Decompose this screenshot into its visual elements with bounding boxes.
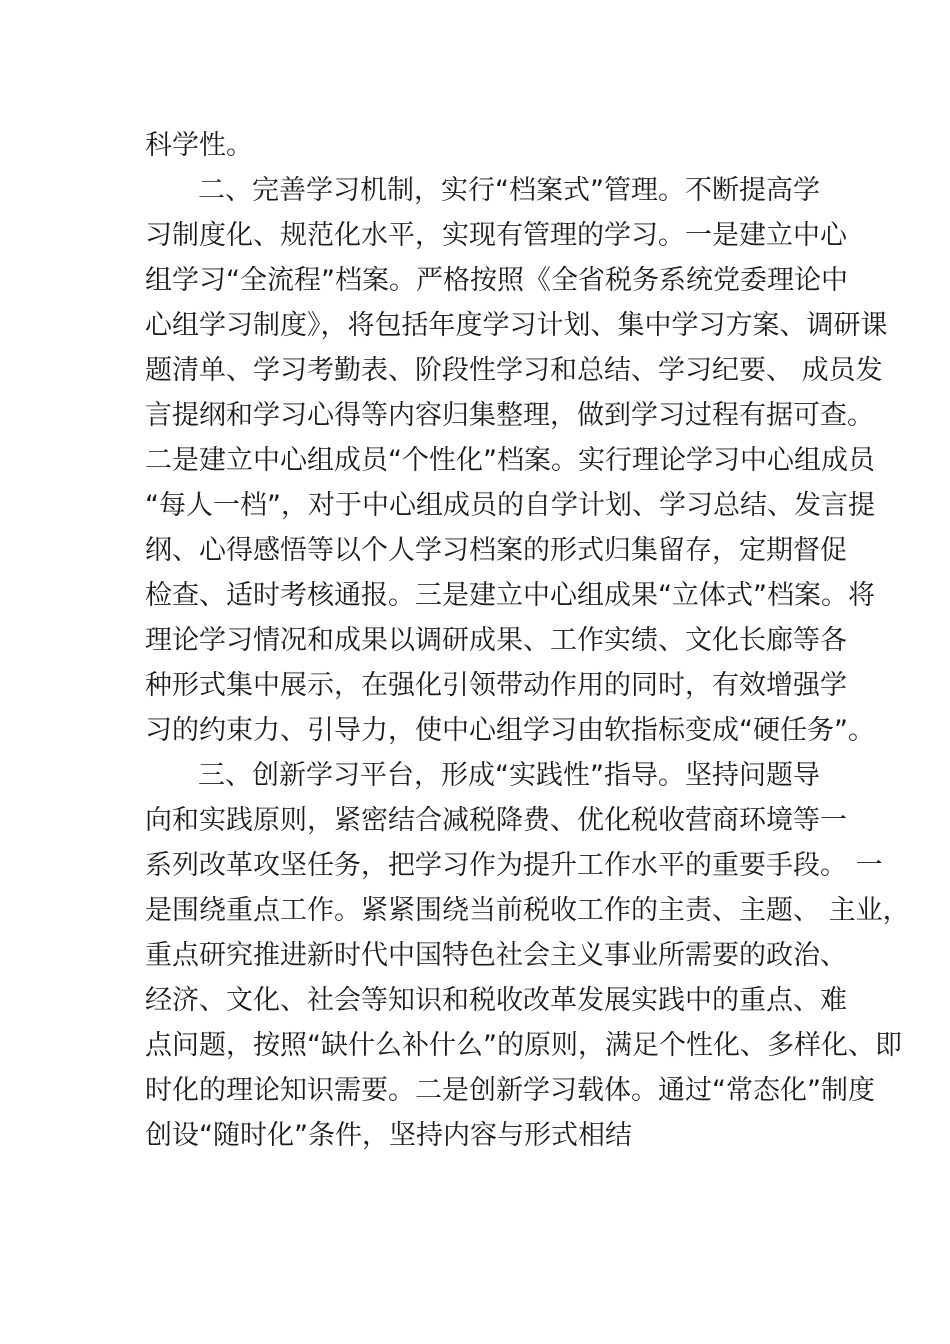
text-line: 检查、适时考核通报。三是建立中心组成果“立体式”档案。将 — [145, 580, 875, 611]
text-line: 二是建立中心组成员“个性化”档案。实行理论学习中心组成员 — [145, 445, 875, 476]
text-line: 时化的理论知识需要。二是创新学习载体。通过“常态化”制度 — [145, 1075, 875, 1106]
text-line: 系列改革攻坚任务，把学习作为提升工作水平的重要手段。 一 — [145, 850, 883, 881]
text-line: 向和实践原则，紧密结合减税降费、优化税收营商环境等一 — [145, 805, 847, 836]
text-line: 心组学习制度》，将包括年度学习计划、集中学习方案、调研课 — [145, 310, 888, 341]
text-line: 科学性。 — [145, 130, 253, 161]
text-line: 创设“随时化”条件，坚持内容与形式相结 — [145, 1120, 632, 1151]
text-line: 是围绕重点工作。紧紧围绕当前税收工作的主责、主题、 主业， — [145, 895, 910, 926]
text-line: 种形式集中展示，在强化引领带动作用的同时，有效增强学 — [145, 670, 847, 701]
text-line: 组学习“全流程”档案。严格按照《全省税务系统党委理论中 — [145, 265, 848, 296]
section-heading-2: 二、完善学习机制，实行“档案式”管理。不断提高学 — [198, 175, 820, 206]
text-line: 重点研究推进新时代中国特色社会主义事业所需要的政治、 — [145, 940, 847, 971]
text-line: 言提纲和学习心得等内容归集整理，做到学习过程有据可查。 — [145, 400, 874, 431]
text-line: 经济、文化、社会等知识和税收改革发展实践中的重点、难 — [145, 985, 847, 1016]
text-line: 点问题，按照“缺什么补什么”的原则，满足个性化、多样化、即 — [145, 1030, 902, 1061]
text-line: 习的约束力、引导力，使中心组学习由软指标变成“硬任务”。 — [145, 715, 875, 746]
text-line: 习制度化、规范化水平，实现有管理的学习。一是建立中心 — [145, 220, 847, 251]
text-line: 理论学习情况和成果以调研成果、工作实绩、文化长廊等各 — [145, 625, 847, 656]
text-line: 纲、心得感悟等以个人学习档案的形式归集留存，定期督促 — [145, 535, 847, 566]
text-line: “每人一档”，对于中心组成员的自学计划、学习总结、发言提 — [145, 490, 875, 521]
text-line: 题清单、学习考勤表、阶段性学习和总结、学习纪要、 成员发 — [145, 355, 883, 386]
section-heading-3: 三、创新学习平台，形成“实践性”指导。坚持问题导 — [198, 760, 820, 791]
